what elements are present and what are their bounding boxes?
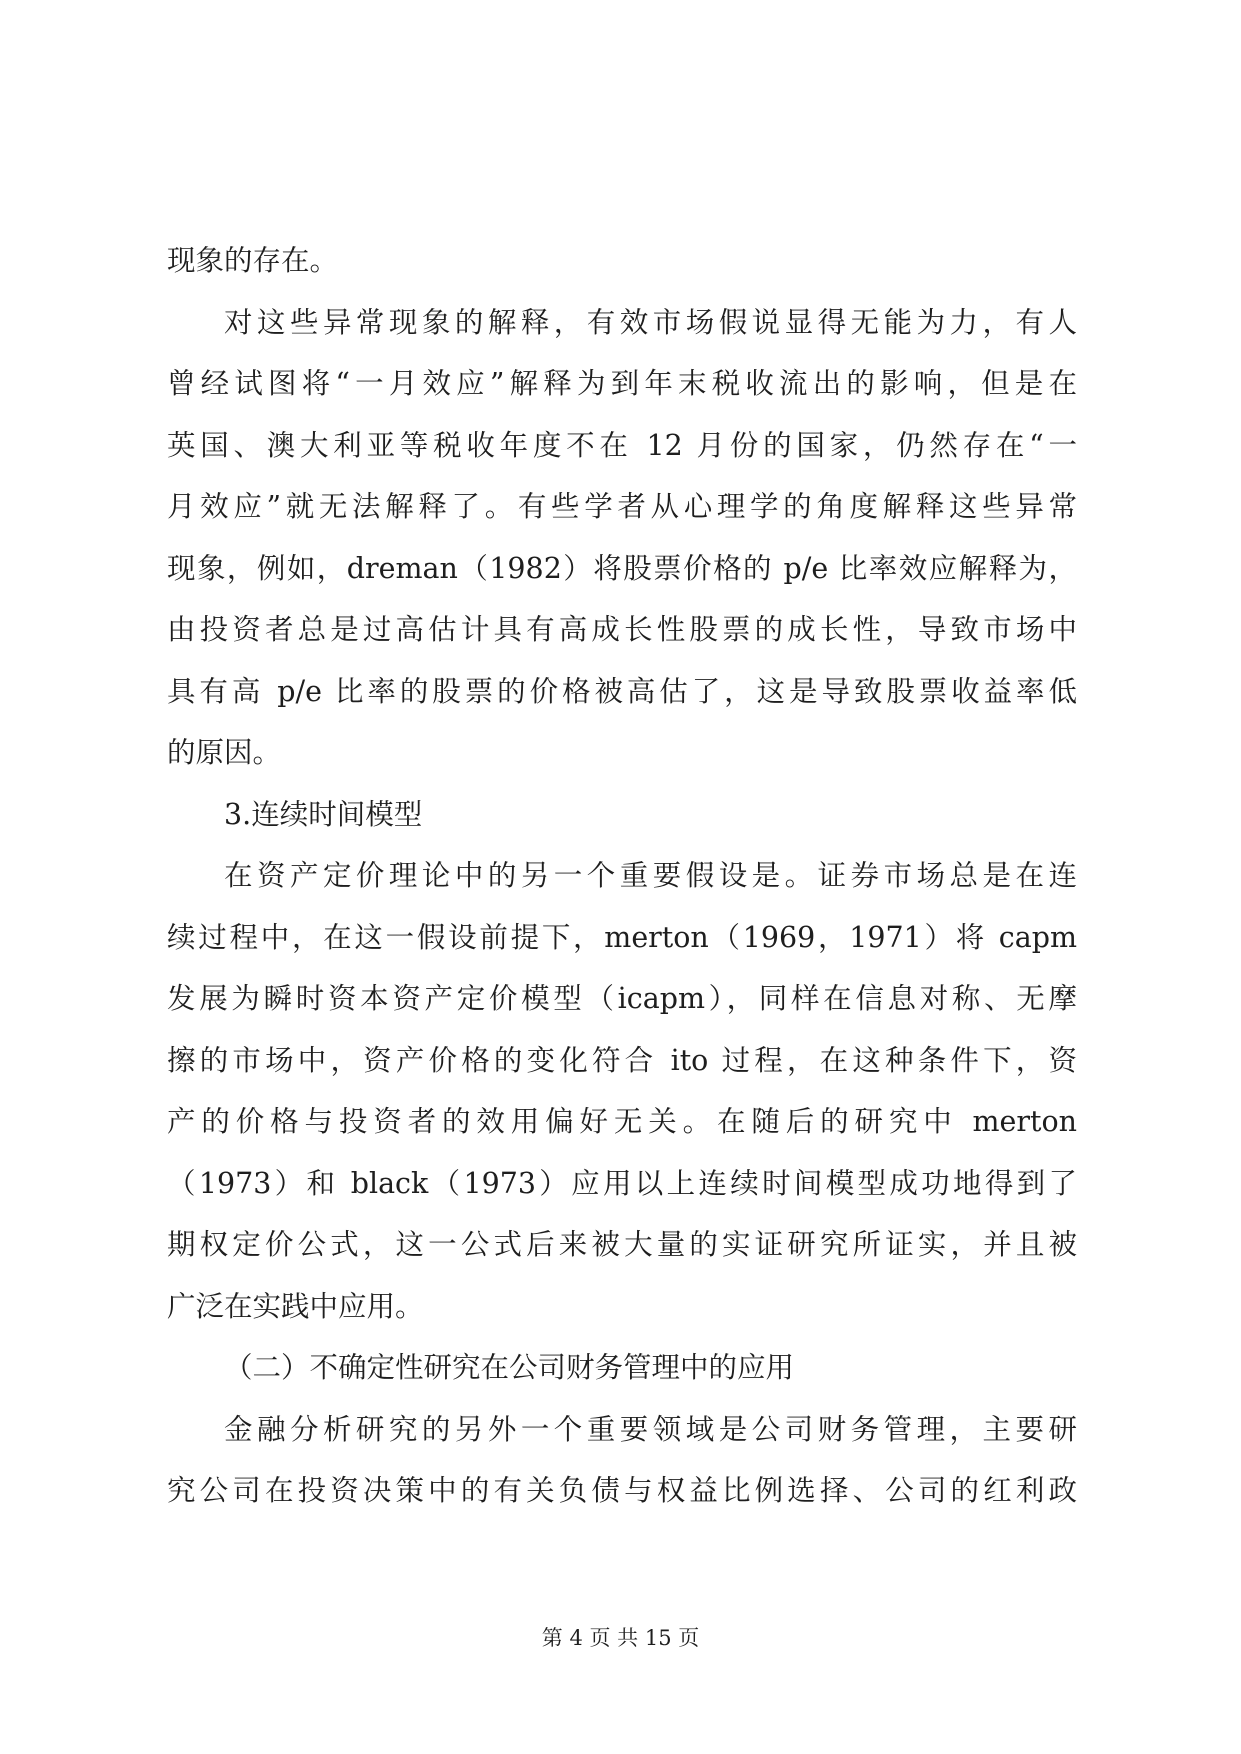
section-heading	[167, 784, 1077, 846]
heading-continuous-time-model: 3.连续时间模型	[224, 797, 423, 831]
text-line: 续过程中，在这一假设前提下，merton（1969，1971）将 capm	[167, 920, 1077, 954]
text-line: 曾经试图将“一月效应”解释为到年末税收流出的影响，但是在	[167, 367, 1077, 400]
heading-financial-management: （二）不确定性研究在公司财务管理中的应用	[224, 1351, 795, 1384]
text-line: 广泛在实践中应用。	[167, 1289, 424, 1323]
text-line: 具有高 p/e 比率的股票的价格被高估了，这是导致股票收益率低	[167, 674, 1077, 708]
text-line: 对这些异常现象的解释，有效市场假说显得无能为力，有人	[224, 305, 1077, 339]
text-line: 产的价格与投资者的效用偏好无关。在随后的研究中 merton	[167, 1105, 1077, 1138]
text-line: 期权定价公式，这一公式后来被大量的实证研究所证实，并且被	[167, 1228, 1077, 1261]
text-line: 在资产定价理论中的另一个重要假设是。证券市场总是在连	[224, 859, 1077, 892]
text-line: 金融分析研究的另外一个重要领域是公司财务管理，主要研	[224, 1412, 1077, 1446]
paragraph-financial-management	[167, 1399, 1077, 1522]
text-line: （1973）和 black（1973）应用以上连续时间模型成功地得到了	[167, 1166, 1077, 1200]
text-line: 英国、澳大利亚等税收年度不在 12 月份的国家，仍然存在“一	[167, 428, 1077, 462]
page-number-footer: 第 4 页 共 15 页	[541, 1626, 700, 1650]
text-line: 现象的存在。	[167, 244, 339, 277]
paragraph-anomaly-explanation	[167, 292, 1077, 784]
text-line: 月效应”就无法解释了。有些学者从心理学的角度解释这些异常	[167, 490, 1077, 523]
section-heading	[167, 1337, 1077, 1399]
paragraph-continuation	[167, 230, 1077, 292]
text-line: 究公司在投资决策中的有关负债与权益比例选择、公司的红利政	[167, 1474, 1077, 1507]
text-line: 发展为瞬时资本资产定价模型（icapm），同样在信息对称、无摩	[167, 982, 1077, 1015]
body-text	[167, 230, 1077, 1522]
text-line: 擦的市场中，资产价格的变化符合 ito 过程，在这种条件下，资	[167, 1043, 1077, 1077]
text-line: 由投资者总是过高估计具有高成长性股票的成长性，导致市场中	[167, 613, 1077, 646]
text-line: 的原因。	[167, 736, 282, 769]
text-line: 现象，例如，dreman（1982）将股票价格的 p/e 比率效应解释为，	[167, 551, 1077, 585]
paragraph-continuous-time	[167, 845, 1077, 1337]
